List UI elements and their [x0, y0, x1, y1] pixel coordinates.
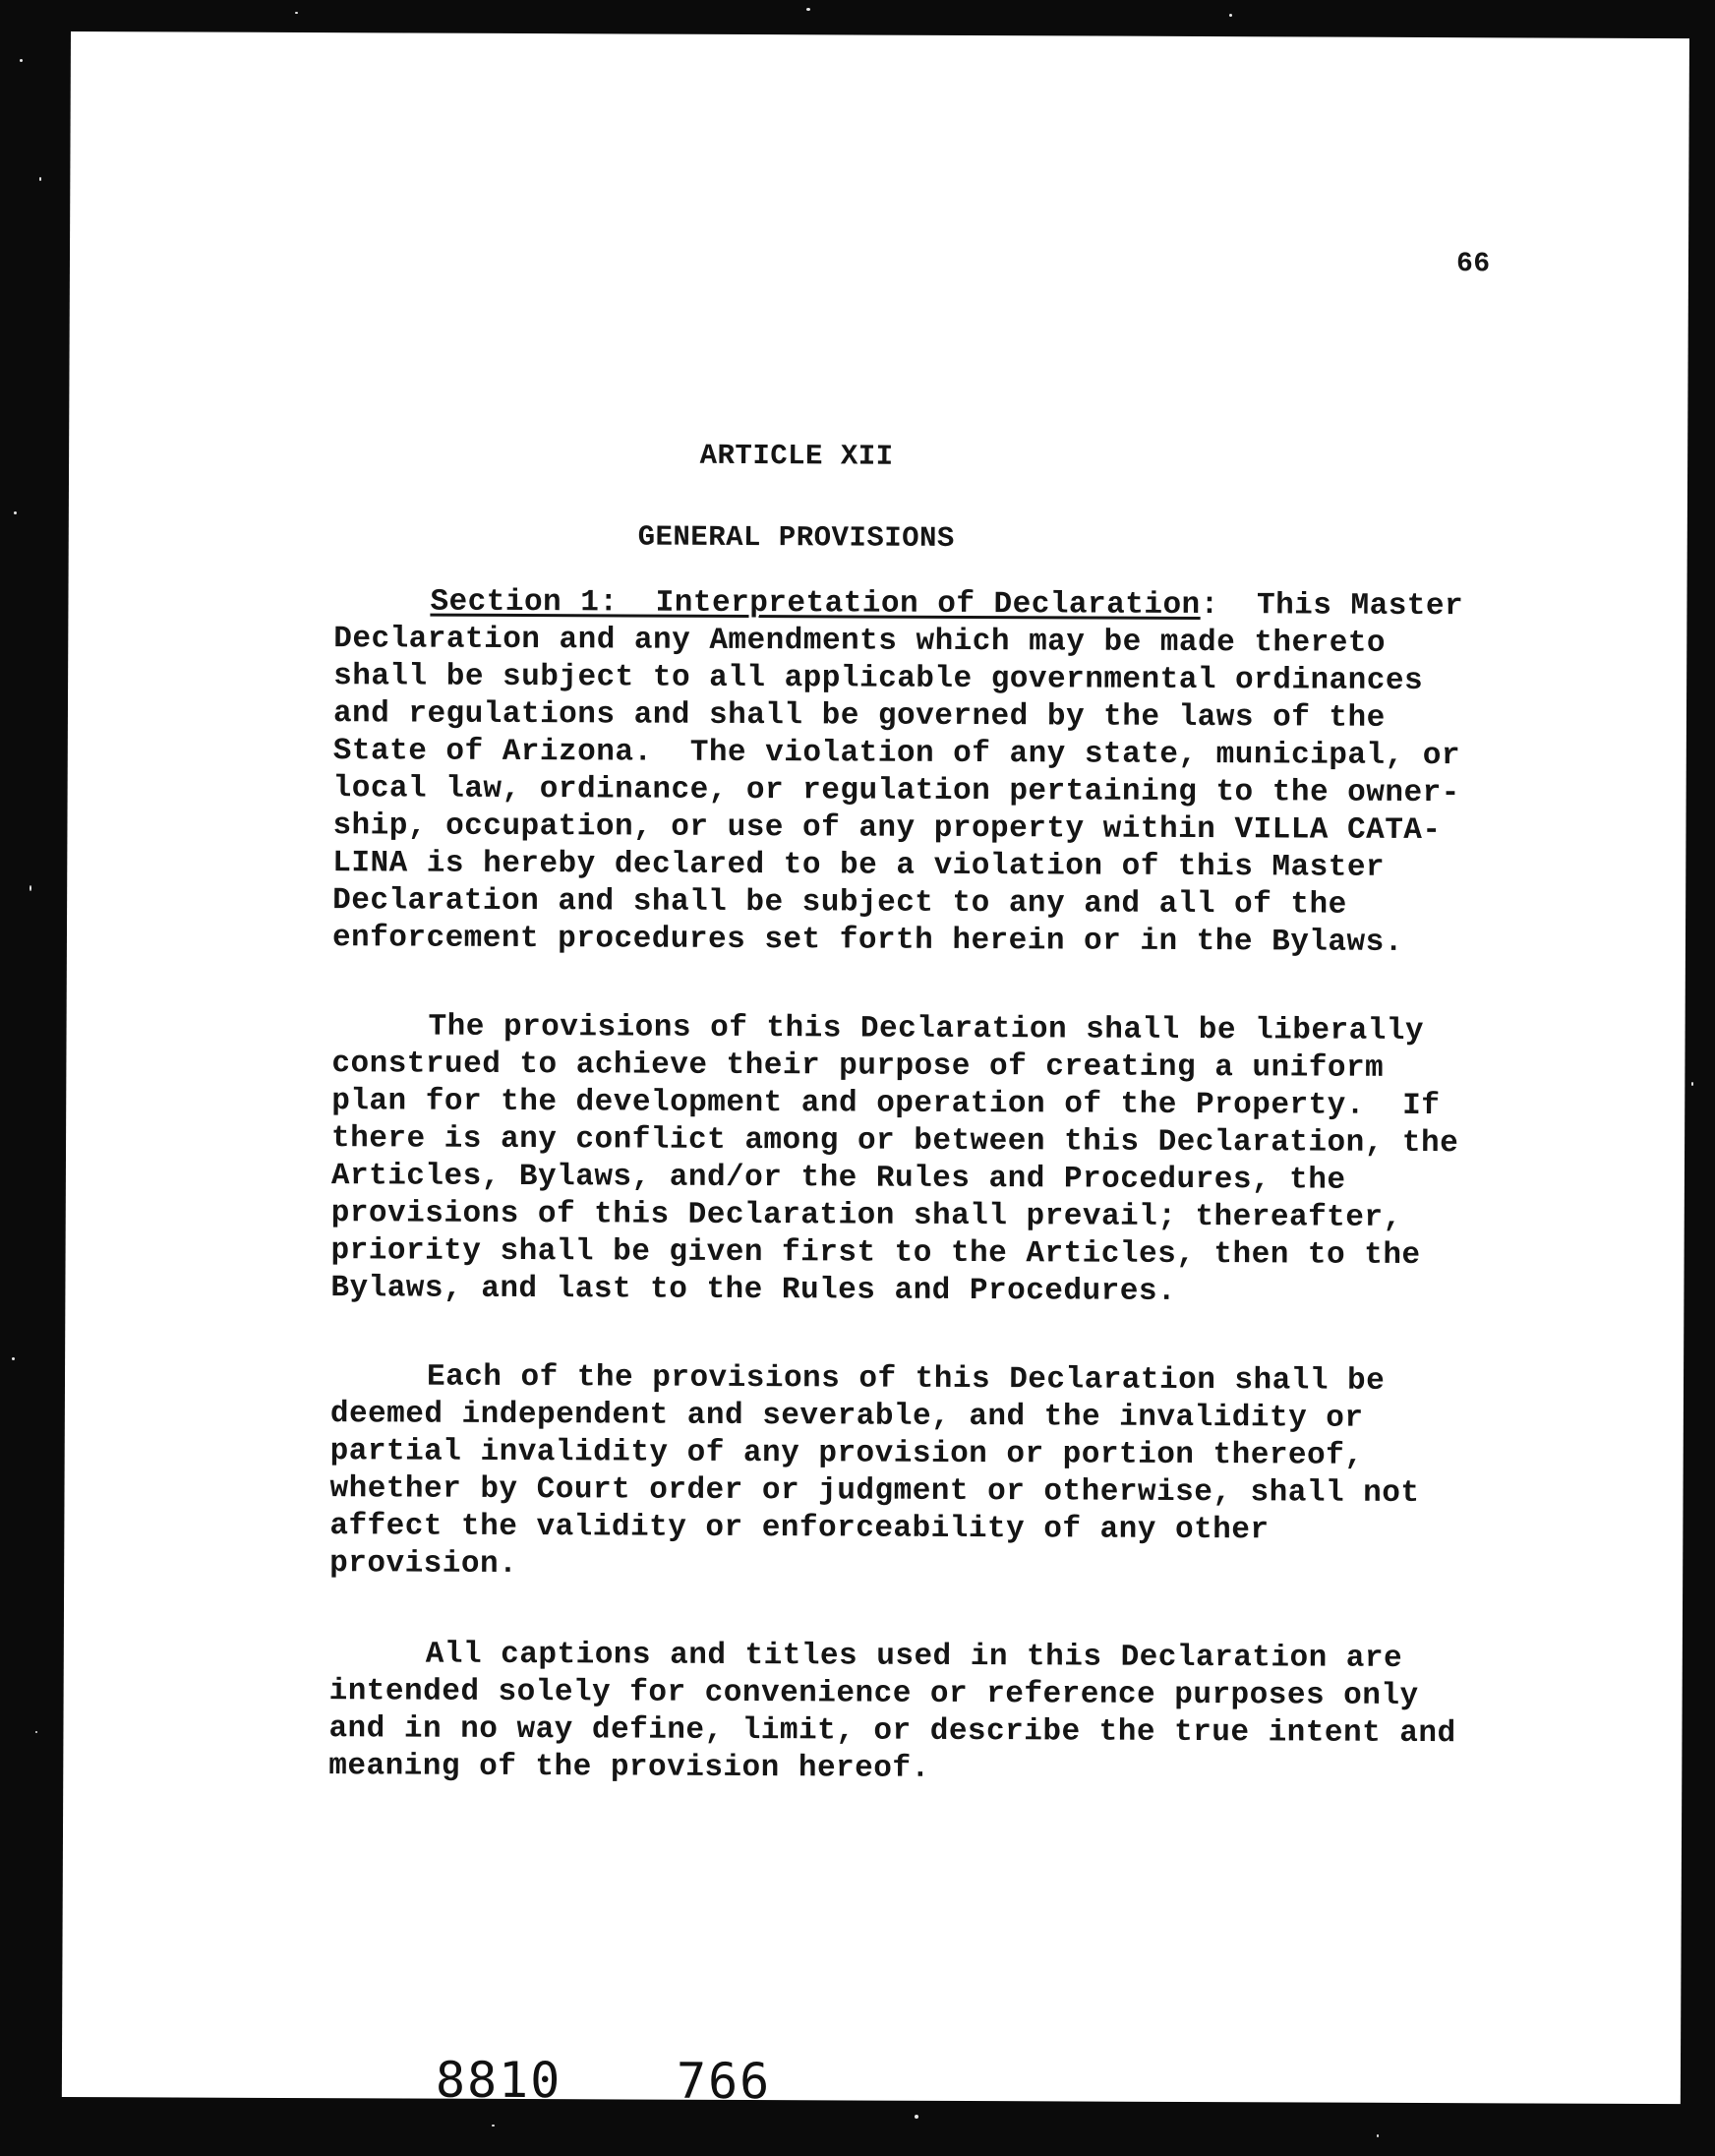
paragraph-line: local law, ordinance, or regulation pertaining to the owner-	[332, 771, 1460, 811]
scan-speck	[295, 12, 298, 14]
article-title: GENERAL PROVISIONS	[637, 520, 955, 555]
paragraph-line: provisions of this Declaration shall prevail; thereafter,	[330, 1196, 1402, 1235]
document-page	[62, 31, 1689, 2111]
scan-speck	[14, 511, 17, 514]
paragraph-line: shall be subject to all applicable governmental ordinances	[333, 659, 1424, 699]
paragraph-line: Articles, Bylaws, and/or the Rules and Procedures, the	[330, 1159, 1346, 1198]
stamp-number-right: 766	[676, 2052, 772, 2111]
paragraph-line: plan for the development and operation of the Property. If	[331, 1084, 1441, 1124]
scan-speck	[35, 1731, 37, 1733]
article-heading: ARTICLE XII	[699, 439, 894, 473]
scan-speck	[30, 885, 31, 891]
paragraph-line: All captions and titles used in this Declaration are	[425, 1637, 1403, 1676]
captions-paragraph	[328, 1636, 1529, 1790]
paragraph-line: provision.	[329, 1546, 518, 1582]
paragraph-line: affect the validity or enforceability of any other	[329, 1509, 1270, 1548]
paragraph-line: construed to achieve their purpose of creating a uniform	[331, 1047, 1385, 1086]
paragraph-line: there is any conflict among or between this Declaration, the	[331, 1121, 1459, 1162]
severability-paragraph	[329, 1358, 1530, 1587]
scan-speck	[492, 2125, 495, 2126]
paragraph-line: deemed independent and severable, and the invalidity or	[329, 1397, 1364, 1436]
paragraph-line: whether by Court order or judgment or otherwise, shall not	[329, 1471, 1420, 1511]
scan-speck	[806, 8, 810, 11]
paragraph-line: State of Arizona. The violation of any state, municipal, or	[332, 734, 1461, 774]
paragraph-line: intended solely for convenience or reference purposes only	[328, 1674, 1419, 1713]
section-1-paragraph	[332, 583, 1534, 962]
paragraph-line: and regulations and shall be governed by the laws of the	[332, 696, 1386, 736]
scan-speck	[20, 59, 23, 62]
paragraph-line: Declaration and shall be subject to any and all of the	[332, 883, 1347, 923]
paragraph-line: Declaration and any Amendments which may be made thereto	[333, 622, 1387, 661]
paragraph-line: LINA is hereby declared to be a violation of this Master	[332, 846, 1386, 885]
paragraph-line: Each of the provisions of this Declaration shall be	[426, 1359, 1386, 1399]
paragraph-line: priority shall be given first to the Articles, then to the	[330, 1233, 1421, 1274]
paragraph-line: The provisions of this Declaration shall be liberally	[428, 1009, 1425, 1049]
paragraph-line: meaning of the provision hereof.	[328, 1749, 930, 1786]
paragraph-line: : This Master	[1200, 588, 1464, 625]
paragraph-line: ship, occupation, or use of any property within VILLA CATA-	[332, 808, 1442, 849]
stamp-number-left: 8810	[435, 2051, 562, 2110]
scan-speck	[915, 2115, 918, 2119]
paragraph-line: enforcement procedures set forth herein or in the Bylaws.	[331, 921, 1403, 960]
scan-speck	[1691, 1082, 1693, 1086]
paragraph-line: partial invalidity of any provision or portion thereof,	[329, 1434, 1364, 1473]
paragraph-line: Bylaws, and last to the Rules and Procedures.	[330, 1271, 1177, 1309]
scan-speck	[12, 1357, 15, 1360]
scan-speck	[1229, 14, 1232, 17]
paragraph-line: and in no way define, limit, or describe the true intent and	[328, 1711, 1456, 1752]
section-heading: Section 1: Interpretation of Declaration	[430, 584, 1201, 624]
interpretation-paragraph	[330, 1008, 1531, 1312]
scan-speck	[1377, 2134, 1379, 2137]
page-number: 66	[1455, 249, 1491, 280]
scan-speck	[39, 177, 41, 181]
